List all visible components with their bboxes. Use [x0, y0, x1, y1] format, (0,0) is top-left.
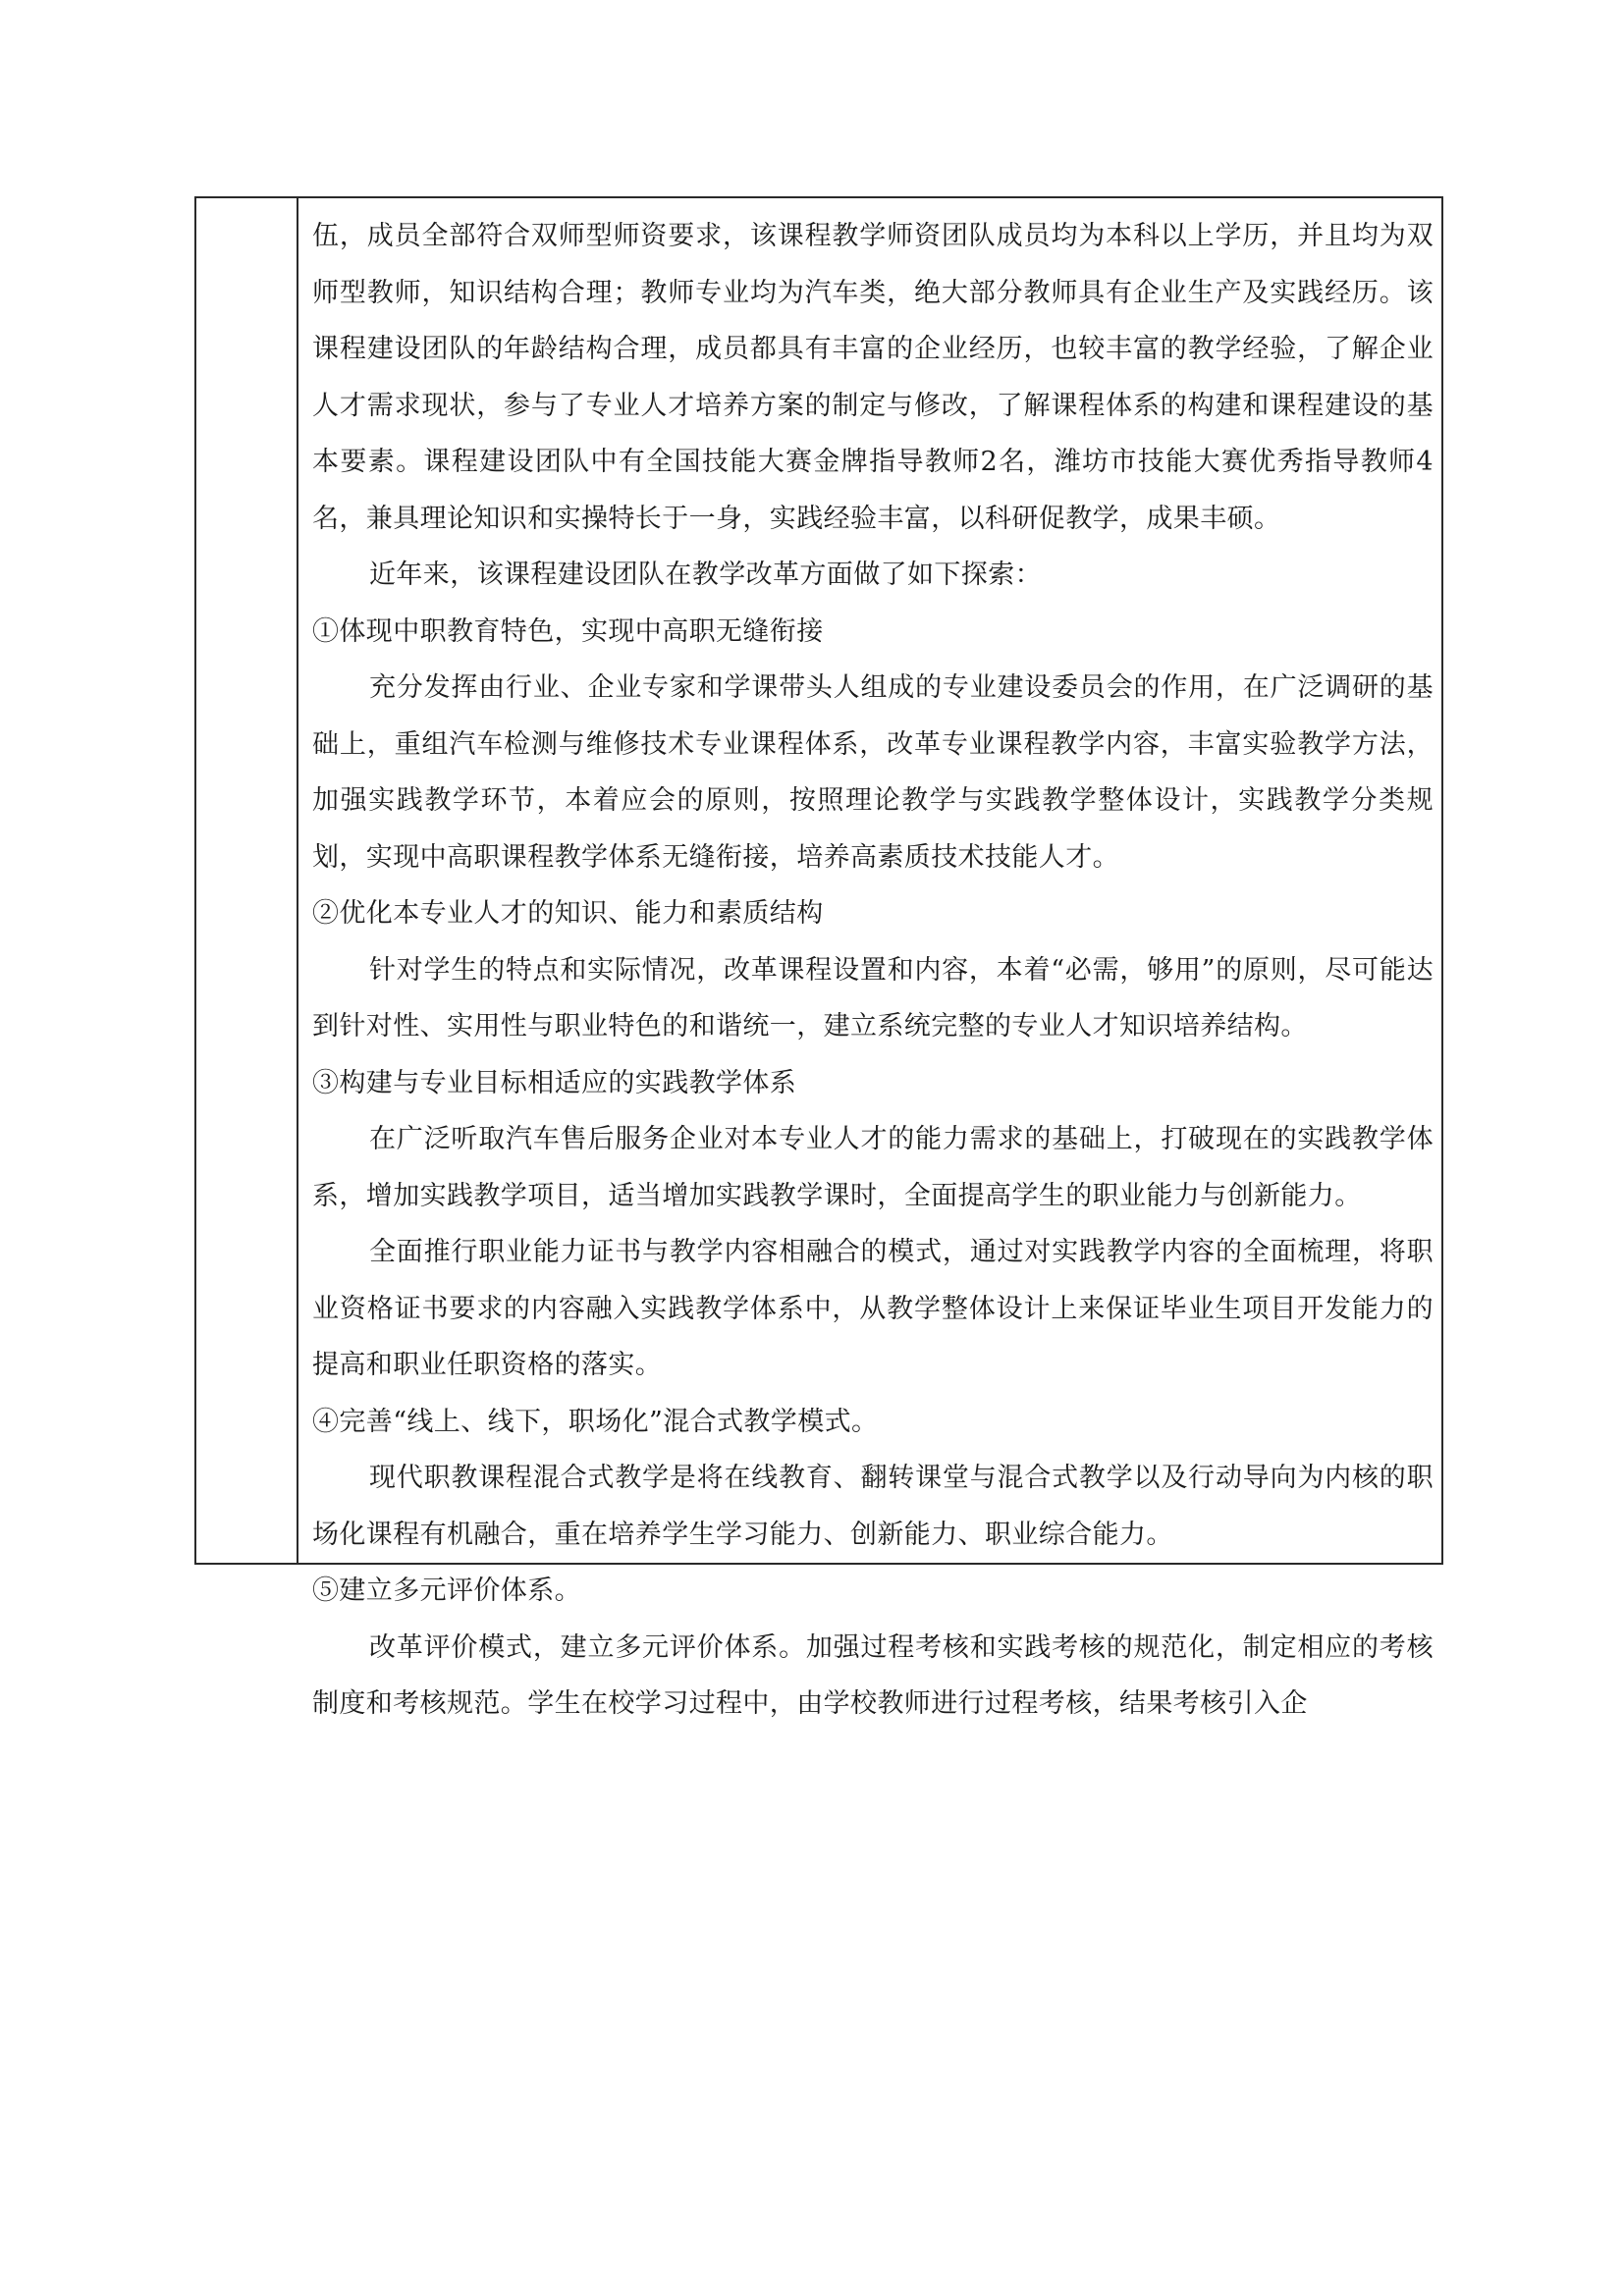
paragraph-reform-intro: 近年来，该课程建设团队在教学改革方面做了如下探索：: [369, 560, 1042, 590]
paragraph-item-4: 现代职教课程混合式教学是将在线教育、翻转课堂与混合式教学以及行动导向为内核的职场化课程有机融合，重在培养学生学习能力、创新能力、职业综合能力。: [312, 1463, 1434, 1550]
heading-item-5: ⑤建立多元评价体系。: [312, 1575, 581, 1606]
paragraph-item-2: 针对学生的特点和实际情况，改革课程设置和内容，本着“必需，够用”的原则，尽可能达到针对性、实用性与职业特色的和谐统一，建立系统完整的专业人才知识培养结构。: [312, 954, 1434, 1041]
table-content-cell: [298, 198, 1441, 1719]
heading-item-4: ④完善“线上、线下，职场化”混合式教学模式。: [312, 1406, 879, 1437]
paragraph-item-5: 改革评价模式，建立多元评价体系。加强过程考核和实践考核的规范化，制定相应的考核制度和考核规范。学生在校学习过程中，由学校教师进行过程考核，结果考核引入企: [312, 1631, 1434, 1719]
form-table: [194, 196, 1443, 1719]
paragraph-team-intro: 伍，成员全部符合双师型师资要求，该课程教学师资团队成员均为本科以上学历，并且均为双师型教师，知识结构合理；教师专业均为汽车类，绝大部分教师具有企业生产及实践经历。该课程建设团队的年龄结构合理，成员都具有丰富的企业经历，也较丰富的教学经验，了解企业人才需求现状，参与了专业人才培养方案的制定与修改，了解课程体系的构建和课程建设的基本要素。课程建设团队中有全国技能大赛金牌指导教师2名，潍坊市技能大赛优秀指导教师4名，兼具理论知识和实操特长于一身，实践经验丰富，以科研促教学，成果丰硕。: [312, 221, 1434, 534]
paragraph-item-3a: 在广泛听取汽车售后服务企业对本专业人才的能力需求的基础上，打破现在的实践教学体系，增加实践教学项目，适当增加实践教学课时，全面提高学生的职业能力与创新能力。: [312, 1124, 1434, 1211]
table-label-column: [196, 198, 298, 1563]
heading-item-3: ③构建与专业目标相适应的实践教学体系: [312, 1067, 797, 1098]
heading-item-2: ②优化本专业人才的知识、能力和素质结构: [312, 898, 824, 929]
paragraph-item-1: 充分发挥由行业、企业专家和学课带头人组成的专业建设委员会的作用，在广泛调研的基础上，重组汽车检测与维修技术专业课程体系，改革专业课程教学内容，丰富实验教学方法，加强实践教学环节，本着应会的原则，按照理论教学与实践教学整体设计，实践教学分类规划，实现中高职课程教学体系无缝衔接，培养高素质技术技能人才。: [312, 672, 1434, 873]
paragraph-item-3b: 全面推行职业能力证书与教学内容相融合的模式，通过对实践教学内容的全面梳理，将职业资格证书要求的内容融入实践教学体系中，从教学整体设计上来保证毕业生项目开发能力的提高和职业任职资格的落实。: [312, 1237, 1434, 1380]
heading-item-1: ①体现中职教育特色，实现中高职无缝衔接: [312, 615, 824, 647]
